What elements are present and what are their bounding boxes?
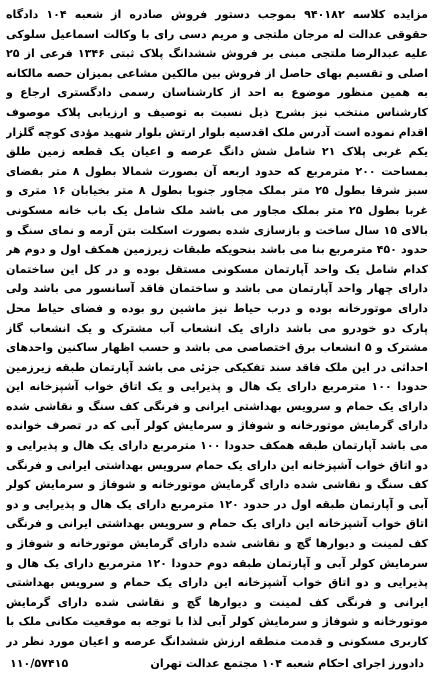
- notice-code: ۱۱۰/۵۷۴۱۵: [10, 657, 69, 670]
- notice-body-text: مزایده کلاسه ۹۴۰۱۸۲ بموجب دستور فروش صادره از شعبه ۱۰۴ دادگاه حقوقی عدالت له مرجان ملتجی و مریم دسی رای با وکالت اسماعیل سلوکی علیه عبدالرضا ملتجی مبنی بر فروش ششدانگ پلاک ثبتی ۱۳۴۶ فرعی از ۲۵ اصلی و تقسیم بهای حاصل از فروش بین مالکین مشاعی بمیزان حصه مالکانه به همین منظور موضوع به احد از کارشناسان رسمی دادگستری ارجاع و کارشناس منتخب نیز بشرح ذیل نسبت به توصیف و ارزیابی پلاک موصوف اقدام نموده است آدرس ملک اقدسیه بلوار ارتش بلوار شهید مؤدی کوچه گلزار یکم غربی پلاک ۲۱ شامل شش دانگ عرصه و اعیان یک قطعه زمین طلق بمساحت ۲۰۰ مترمربع که حدود اربعه آن بصورت شمالا بطول ۸ متر بفضای سبز شرقا بطول ۲۵ متر بملک مجاور جنوبا بطول ۸ متر بخیابان ۱۶ متری و غربا بطول ۲۵ متر بملک مجاور می باشد ملک شامل یک باب خانه مسکونی بالای ۱۵ سال ساخت و بازسازی شده بصورت اسکلت بتن آرمه و نمای سنگ و حدود ۴۵۰ مترمربع بنا می باشد بنحویکه طبقات زیرزمین همکف اول و دوم هر کدام شامل یک واحد آپارتمان مسکونی مستقل بوده و در کل این ساختمان دارای چهار واحد آپارتمان می باشد و ساختمان فاقد آسانسور می باشد ولی دارای موتورخانه بوده و درب حیاط نیز ماشین رو بوده و فضای حیاط محل پارک دو خودرو می باشد دارای یک انشعاب آب مشترک و یک انشعاب گاز مشترک و ۵ انشعاب برق اختصاصی می باشد و حسب اظهار ساکنین واحدهای احداثی در این ملک فاقد سند تفکیکی جزئی می باشد آپارتمان طبقه زیرزمین حدودا ۱۰۰ مترمربع دارای یک هال و پذیرایی و یک اتاق خواب آشپزخانه این دارای یک حمام و سرویس بهداشتی ایرانی و فرنگی کف سنگ و نقاشی شده دارای گرمایش موتورخانه و شوفاژ و سرمایش کولر آبی که در تصرف خوانده می باشد آپارتمان طبقه همکف حدودا ۱۰۰ مترمربع دارای یک هال و پذیرایی و دو اتاق خواب آشپزخانه این دارای یک حمام سرویس بهداشتی ایرانی و فرنگی کف سنگ و نقاشی شده دارای گرمایش موتورخانه و شوفاژ و سرمایش کولر آبی و آپارتمان طبقه اول در حدود ۱۲۰ مترمربع دارای یک هال و پذیرایی و دو اتاق خواب آشپزخانه این دارای یک حمام و سرویس بهداشتی ایرانی و فرنگی کف لمینت و دیوارها گچ و نقاشی شده دارای گرمایش موتورخانه و شوفاژ و سرمایش کولر آبی و آپارتمان طبقه دوم حدودا ۱۲۰ مترمربع دارای یک هال و پذیرایی و دو اتاق خواب آشپزخانه این دارای یک حمام و سرویس بهداشتی ایرانی و فرنگی کف لمینت و دیوارها گچ و نقاشی شده دارای گرمایش موتورخانه و شوفاژ و سرمایش کولر آبی لذا با توجه به موقعیت مکانی ملک با کاربری مسکونی و قدمت منطقه ارزش ششدانگ عرصه و اعیان مورد نظر در: [6, 8, 428, 648]
- notice-footer: [6, 655, 428, 673]
- signature-line: دادورز اجرای احکام شعبه ۱۰۴ مجتمع عدالت تهران: [150, 657, 424, 670]
